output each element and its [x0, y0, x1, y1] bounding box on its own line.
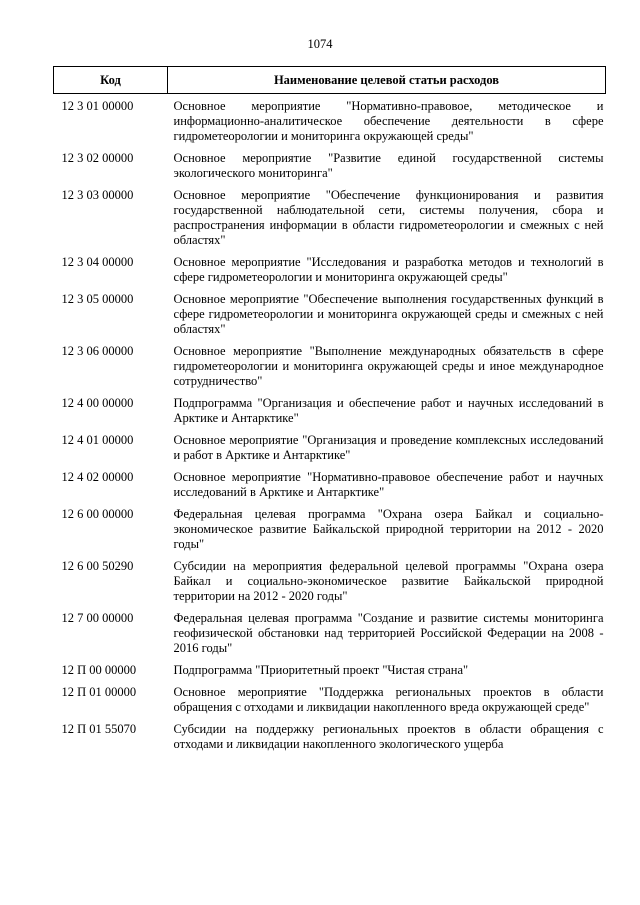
table-row	[54, 255, 606, 292]
row-code: 12 3 01 00000	[61, 99, 134, 113]
row-name: Субсидии на поддержку региональных проектов в области обращения с отходами и ликвидации накопленного экологического ущерба	[173, 722, 604, 751]
table-row	[54, 507, 606, 559]
row-name: Основное мероприятие "Развитие единой государственной системы экологического мониторинга"	[173, 151, 604, 180]
row-name: Основное мероприятие "Выполнение международных обязательств в сфере гидрометеорологии и мониторинга окружающей среды и иное международное сотрудничество"	[173, 344, 604, 388]
table-header-row	[54, 67, 606, 94]
row-code: 12 П 01 00000	[61, 685, 137, 699]
table-row	[54, 611, 606, 663]
table-row	[54, 433, 606, 470]
row-code: 12 3 06 00000	[61, 344, 134, 358]
row-name: Основное мероприятие "Исследования и разработка методов и технологий в сфере гидрометеорологии и мониторинга окружающей среды"	[173, 255, 604, 284]
row-name: Основное мероприятие "Нормативно-правовое обеспечение работ и научных исследований в Арктике и Антарктике"	[173, 470, 604, 499]
code-column-header: Код	[54, 67, 168, 94]
table-row	[54, 188, 606, 255]
row-code: 12 П 01 55070	[61, 722, 137, 736]
row-code: 12 3 04 00000	[61, 255, 134, 269]
row-name: Федеральная целевая программа "Охрана озера Байкал и социально-экономическое развитие Байкальской природной территории на 2012 - 2020 годы"	[173, 507, 604, 551]
row-name: Основное мероприятие "Обеспечение функционирования и развития государственной наблюдательной сети, системы получения, сбора и распространения информации в области гидрометеорологии и смежных с ней областях"	[173, 188, 604, 247]
row-code: 12 7 00 00000	[61, 611, 134, 625]
row-code: 12 3 02 00000	[61, 151, 134, 165]
table-row	[54, 685, 606, 722]
table-row	[54, 344, 606, 396]
row-name: Основное мероприятие "Поддержка региональных проектов в области обращения с отходами и ликвидации накопленного вреда окружающей среде"	[173, 685, 604, 714]
row-name: Субсидии на мероприятия федеральной целевой программы "Охрана озера Байкал и социально-экономическое развитие Байкальской природной территории на 2012 - 2020 годы"	[173, 559, 604, 603]
table-row	[54, 151, 606, 188]
row-code: 12 3 03 00000	[61, 188, 134, 202]
row-name: Подпрограмма "Организация и обеспечение работ и научных исследований в Арктике и Антарктике"	[173, 396, 604, 425]
table-row	[54, 470, 606, 507]
table-row	[54, 663, 606, 685]
row-name: Основное мероприятие "Организация и проведение комплексных исследований и работ в Арктике и Антарктике"	[173, 433, 604, 462]
row-code: 12 3 05 00000	[61, 292, 134, 306]
row-code: 12 6 00 50290	[61, 559, 134, 573]
row-name: Федеральная целевая программа "Создание и развитие системы мониторинга геофизической обстановки над территорией Российской Федерации на 2008 - 2016 годы"	[173, 611, 604, 655]
row-code: 12 4 02 00000	[61, 470, 134, 484]
table-row	[54, 292, 606, 344]
budget-codes-table	[53, 66, 606, 759]
table-row	[54, 396, 606, 433]
row-name: Подпрограмма "Приоритетный проект "Чистая страна"	[173, 663, 469, 677]
table-row	[54, 559, 606, 611]
row-name: Основное мероприятие "Обеспечение выполнения государственных функций в сфере гидрометеорологии и мониторинга окружающей среды и смежных с ней областях"	[173, 292, 604, 336]
row-code: 12 6 00 00000	[61, 507, 134, 521]
table-row	[54, 94, 606, 152]
page-number: 1074	[307, 37, 333, 51]
table-row	[54, 722, 606, 759]
name-column-header: Наименование целевой статьи расходов	[168, 67, 606, 94]
row-code: 12 4 01 00000	[61, 433, 134, 447]
row-code: 12 4 00 00000	[61, 396, 134, 410]
row-name: Основное мероприятие "Нормативно-правовое, методическое и информационно-аналитическое обеспечение деятельности в сфере гидрометеорологии и мониторинга окружающей среды"	[173, 99, 604, 143]
table-body	[54, 94, 606, 760]
row-code: 12 П 00 00000	[61, 663, 137, 677]
